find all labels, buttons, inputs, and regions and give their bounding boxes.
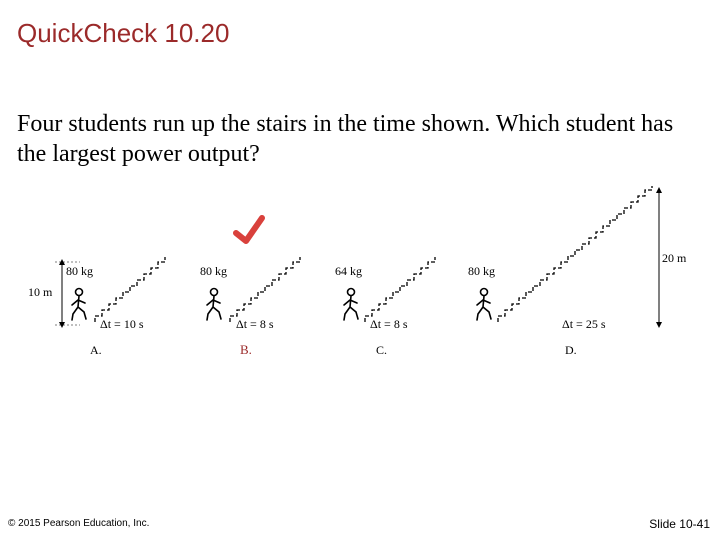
copyright-text: © 2015 Pearson Education, Inc. (8, 518, 150, 529)
option-label-a: A. (90, 343, 102, 357)
runner-figure (477, 289, 491, 321)
mass-label-c: 64 kg (335, 264, 362, 278)
runner-figure (344, 289, 358, 321)
stairs-c (365, 257, 435, 322)
checkmark-icon (236, 218, 262, 241)
option-label-c: C. (376, 343, 388, 357)
option-label-d: D. (565, 343, 577, 357)
stairs-b (230, 257, 300, 322)
slide-title: QuickCheck 10.20 (17, 18, 230, 48)
mass-label-b: 80 kg (200, 264, 227, 278)
time-label-d: Δt = 25 s (562, 317, 606, 331)
runner-figure (72, 289, 86, 321)
height-label-tall: 20 m (662, 251, 687, 265)
time-label-b: Δt = 8 s (236, 317, 274, 331)
slide-number: Slide 10-41 (649, 517, 710, 531)
stairs-d (498, 186, 652, 322)
stairs-a (95, 257, 165, 322)
answer-label: B. (240, 342, 252, 357)
mass-label-d: 80 kg (468, 264, 495, 278)
question-text: Four students run up the stairs in the time shown. Which student has the largest power output? (17, 111, 674, 167)
runner-figure (207, 289, 221, 321)
mass-label-a: 80 kg (66, 264, 93, 278)
time-label-a: Δt = 10 s (100, 317, 144, 331)
time-label-c: Δt = 8 s (370, 317, 408, 331)
height-label-short: 10 m (28, 285, 53, 299)
